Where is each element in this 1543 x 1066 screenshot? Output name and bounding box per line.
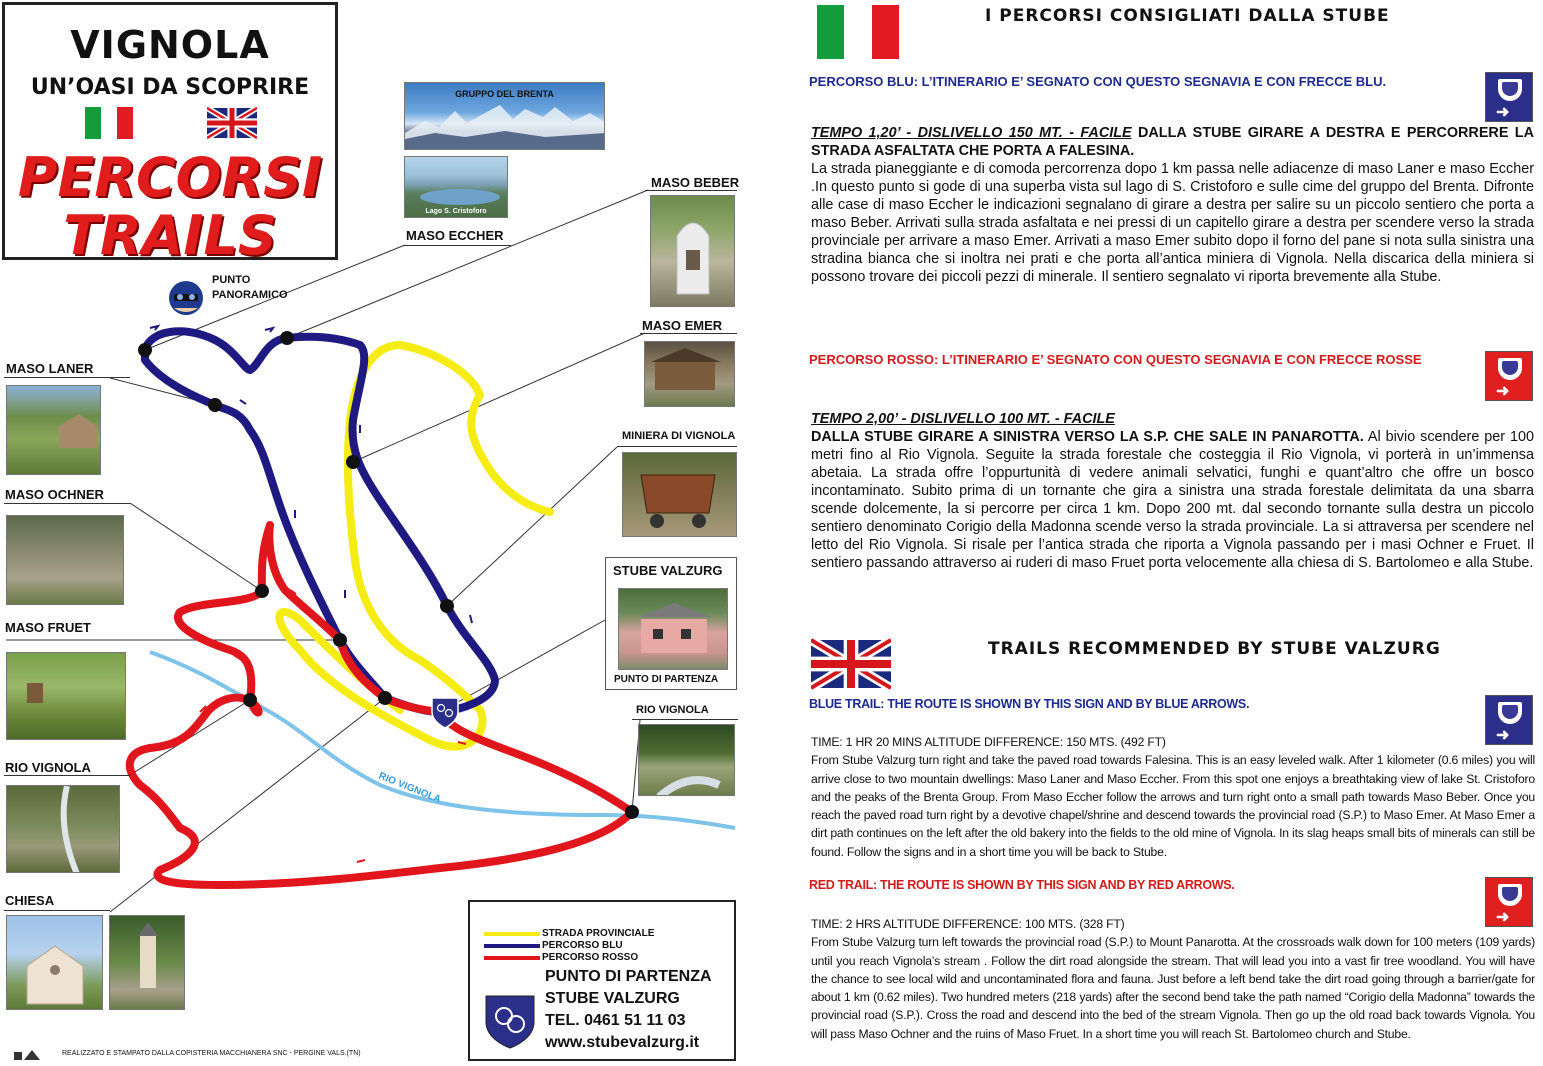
maso-fruet-photo: [6, 652, 126, 740]
brenta-photo: [404, 82, 605, 150]
red-time-en: TIME: 2 HRS ALTITUDE DIFFERENCE: 100 MTS. (328 FT): [811, 917, 1125, 931]
blue-sign-icon: ➜: [1485, 695, 1533, 745]
red-body-it: Al bivio scendere per 100 metri fino al Rio Vignola. Seguite la strada forestale che costeggia il Rio Vignola, vi porterà in un’immensa abetaia. La strada offre l’oppurtunità di vedere animali selvatici, funghi e quant’altro che offre un bosco incontaminato. Subito prima di un tornante che gira a sinistra una strada forestale delimitata da una sbarra scende dolcemente, la si percorre per circa 1 km. Dopo 200 mt. dal secondo tornante sulla destra un piccolo sentiero denominato Corigio della Madonna scende verso la strada provinciale. La si attraversa per scendere nel letto del Rio Vignola. Si risale per l’antica strada che riporta a Vignola passando per i masi Ochner e Fruet. Il sentiero passando attraverso ai ruderi di maso Fruet porta velocemente alla chiesa di S. Bartolomeo e alla Stube.: [811, 429, 1534, 571]
label-underline: [617, 446, 737, 447]
river-label: RIO VIGNOLA: [376, 770, 443, 806]
percorsi-title: PERCORSI: [17, 146, 323, 209]
waypoint-dot: [208, 398, 222, 412]
town-title: VIGNOLA: [70, 23, 270, 67]
rio-vignola-left-photo: [6, 785, 120, 873]
blue-trail-desc-it: [811, 124, 1534, 286]
maso-laner-photo: [6, 385, 101, 475]
lake-label: Lago S. Cristoforo: [425, 208, 487, 215]
blue-time-en: TIME: 1 HR 20 MINS ALTITUDE DIFFERENCE: 150 MTS. (492 FT): [811, 735, 1166, 749]
legend-phone: TEL. 0461 51 11 03: [545, 1012, 686, 1029]
legend-blu: PERCORSO BLU: [542, 940, 623, 951]
legend-strada: STRADA PROVINCIALE: [542, 928, 655, 939]
blue-body-it: La strada pianeggiante e di comoda percorrenza dopo 1 km passa nelle adiacenze di maso Laner e maso Eccher .In questo punto si gode di una superba vista sul lago di S. Cristoforo e sulle cime del gruppo del Brenta. Difronte alle case di maso Eccher le indicazioni segnalano di girare a destra per salire su un piccolo sentiero che porta a maso Beber. Arrivati sulla strada asfaltata e nei pressi di un capitello girare a destra per scendere verso la strada provinciale per arrivare a maso Emer. Arrivati a maso Emer subito dopo il forno del pane si nota sulla sinistra una stradina bianca che si inoltra nei prati e che porta all’antica miniera di Vignola. Nella discarica della miniera si possono trovare dei piccoli pezzi di minerale. Il sentiero segnalato vi riporta brevemente alla Stube.: [811, 161, 1534, 285]
waypoint-dot: [378, 691, 392, 705]
stube-box: [605, 557, 737, 690]
map-panel: [0, 0, 745, 1066]
text-panel: [745, 0, 1543, 1066]
legend-website[interactable]: www.stubevalzurg.it: [545, 1034, 700, 1051]
waypoint-dot: [440, 599, 454, 613]
label-underline: [4, 775, 130, 776]
viewpoint-icon: [166, 278, 206, 316]
waypoint-dot: [138, 343, 152, 357]
brenta-label: GRUPPO DEL BRENTA: [455, 89, 554, 99]
blue-trail-title-it: PERCORSO BLU: L’ITINERARIO E’ SEGNATO CON QUESTO SEGNAVIA E CON FRECCE BLU.: [809, 74, 1387, 89]
blue-arrow-icon: [240, 400, 246, 404]
legend-rosso: PERCORSO ROSSO: [542, 952, 639, 963]
maso-emer-photo: [644, 341, 735, 407]
maso-emer-label: MASO EMER: [642, 318, 723, 333]
rio-vignola-right-photo: [638, 724, 735, 796]
lake-photo: [404, 156, 508, 218]
punto-label: PUNTO: [212, 274, 251, 286]
maso-fruet-label: MASO FRUET: [5, 620, 91, 635]
uk-flag-icon: [811, 638, 891, 695]
blue-trail-path: [145, 331, 495, 712]
printer-logo-icon: [12, 1047, 42, 1059]
chiesa-label: CHIESA: [5, 893, 55, 908]
red-arrow-icon: [357, 860, 365, 862]
red-lead-it: TEMPO 2,00’ - DISLIVELLO 100 MT. - FACILE: [811, 411, 1115, 427]
waypoint-dot: [243, 693, 257, 707]
blue-trail-title-en: BLUE TRAIL: THE ROUTE IS SHOWN BY THIS SIGN AND BY BLUE ARROWS.: [809, 697, 1250, 711]
label-underline: [4, 503, 130, 504]
blue-lead-rest-it: DALLA STUBE GIRARE A DESTRA E PERCORRERE LA STRADA ASFALTATA CHE PORTA A FALESINA.: [811, 125, 1534, 159]
blue-arrow-icon: [150, 326, 158, 330]
blue-arrow-icon: [265, 328, 273, 332]
label-underline: [4, 377, 130, 378]
trails-title: TRAILS: [63, 204, 277, 267]
italian-flag-icon: [817, 5, 899, 64]
miniera-label: MINIERA DI VIGNOLA: [622, 430, 736, 442]
legend-swatch-blue: [484, 944, 540, 948]
red-trail-desc-en: [811, 915, 1535, 1043]
waypoint-dot: [625, 805, 639, 819]
label-underline: [404, 245, 511, 246]
blue-trail-desc-en: [811, 733, 1535, 861]
label-underline: [640, 333, 737, 334]
maso-eccher-label: MASO ECCHER: [406, 228, 504, 243]
label-underline: [4, 910, 110, 911]
chiesa-photo-2: [109, 915, 185, 1010]
blue-lead-it: TEMPO 1,20’ - DISLIVELLO 150 MT. - FACILE: [811, 125, 1132, 141]
legend-partenza: PUNTO DI PARTENZA: [545, 968, 712, 985]
red-trail-title-en: RED TRAIL: THE ROUTE IS SHOWN BY THIS SIGN AND BY RED ARROWS.: [809, 878, 1235, 892]
leader-line: [447, 447, 617, 606]
rio-vignola-left-label: RIO VIGNOLA: [5, 760, 91, 775]
rio-vignola-right-label: RIO VIGNOLA: [636, 704, 709, 716]
heading-english: TRAILS RECOMMENDED BY STUBE VALZURG: [988, 639, 1441, 659]
red-trail-desc-it: [811, 410, 1534, 572]
maso-laner-label: MASO LANER: [6, 361, 94, 376]
maso-ochner-photo: [6, 515, 124, 605]
legend-swatch-yellow: [484, 932, 540, 936]
punto-partenza-label: PUNTO DI PARTENZA: [614, 674, 719, 685]
heading-italian: I PERCORSI CONSIGLIATI DALLA STUBE: [985, 6, 1390, 26]
blue-arrow-icon: [470, 615, 472, 623]
blue-sign-icon: ➜: [1485, 72, 1533, 122]
miniera-photo: [622, 452, 737, 537]
legend-box: [468, 900, 736, 1061]
red-lead2-it: DALLA STUBE GIRARE A SINISTRA VERSO LA S.P. CHE SALE IN PANAROTTA.: [811, 429, 1364, 445]
legend-swatch-red: [484, 956, 540, 960]
maso-beber-label: MASO BEBER: [651, 175, 740, 190]
stube-label: STUBE VALZURG: [613, 563, 723, 578]
stube-photo: [618, 588, 728, 670]
red-body-en: From Stube Valzurg turn left towards the provincial road (S.P.) to Mount Panarotta. At the crossroads walk down for 100 meters (109 yards) until you reach Vignola’s stream . Follow the dirt road alongside the stream. That will lead you into a vast fir tree woodland. You will have the chance to see local wild and uncontaminated flora and fauna. Just before a left bend take the dirt road going through a barrier/gate for about 1 km (0.62 miles). Two hundred meters (218 yards) after the second bend take the path named “Corigio della Madonna” towards the provincial road (S.P.). Cross the road and descend into the bed of the stream Vignola. Then go up the old road back towards Vignola. You will pass Maso Ochner and the ruins of Maso Fruet. In a short time you will reach St. Bartolomeo church and Stube.: [811, 935, 1535, 1041]
leader-line: [353, 333, 645, 462]
red-sign-icon: ➜: [1485, 351, 1533, 401]
waypoint-dot: [346, 455, 360, 469]
blue-body-en: From Stube Valzurg turn right and take the paved road towards Falesina. This is an easy leveled walk. After 1 kilometer (0.6 miles) you will arrive close to two mountain dwellings: Maso Laner and Maso Eccher. From this spot one enjoys a breathtaking view of lake St. Cristoforo and the peaks of the Brenta Group. From Maso Eccher follow the arrows and turn right onto a small path towards Maso Beber. Once you reach the paved road turn right by a devotive chapel/shrine and descend towards the provincial road (S.P.) to Maso Emer. At Maso Emer a dirt path continues on the left after the old bakery into the fields to the old mine of Vignola. In its slag heaps small bits of minerals can still be found. Follow the signs and in a short time you will be back to Stube.: [811, 753, 1535, 859]
red-sign-icon: ➜: [1485, 877, 1533, 927]
label-underline: [645, 190, 737, 191]
leader-line: [130, 503, 262, 591]
red-trail-title-it: PERCORSO ROSSO: L’ITINERARIO E’ SEGNATO CON QUESTO SEGNAVIA E CON FRECCE ROSSE: [809, 352, 1422, 367]
tagline: UN’OASI DA SCOPRIRE: [30, 75, 310, 100]
label-underline: [632, 719, 738, 720]
maso-beber-photo: [650, 195, 735, 307]
waypoint-dot: [255, 584, 269, 598]
red-trail-path: [130, 525, 632, 885]
panoramico-label: PANORAMICO: [212, 289, 288, 301]
legend-stube: STUBE VALZURG: [545, 990, 680, 1007]
stube-logo-icon: [484, 992, 536, 1055]
waypoint-dot: [280, 331, 294, 345]
footer-credit: REALIZZATO E STAMPATO DALLA COPISTERIA MACCHIANERA SNC - PERGINE VALS.(TN): [62, 1050, 361, 1057]
maso-ochner-label: MASO OCHNER: [5, 487, 104, 502]
waypoint-dot: [333, 633, 347, 647]
chiesa-photo-1: [6, 915, 103, 1010]
